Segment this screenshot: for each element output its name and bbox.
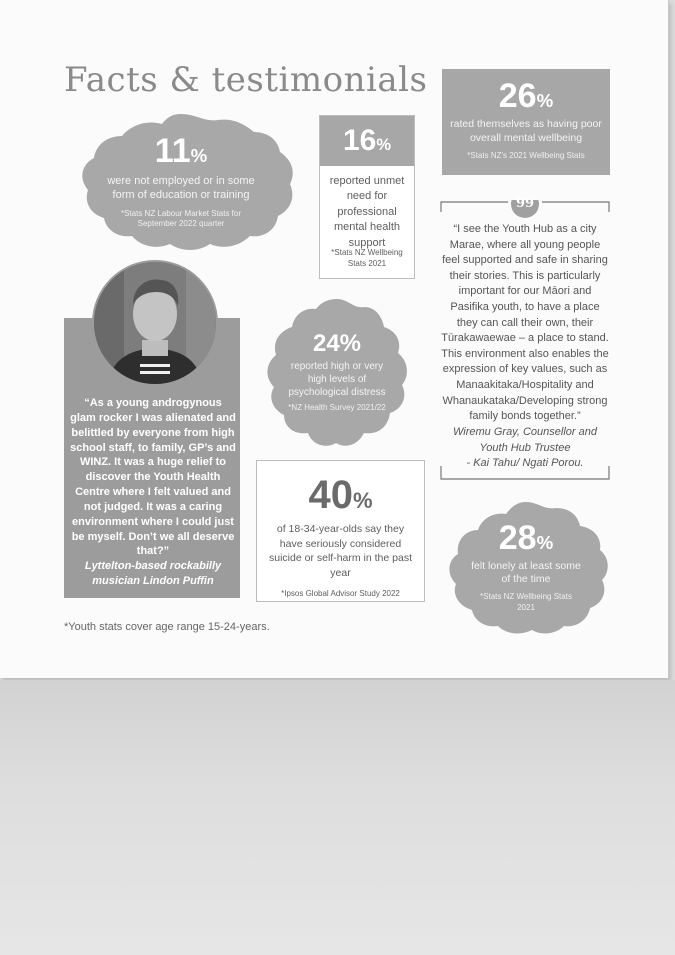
stat-16-number: 16 (342, 124, 377, 157)
stat-16-card (319, 115, 415, 279)
stat-40-pct: % (352, 488, 373, 513)
stat-11-pct: % (190, 144, 208, 166)
stat-26-card (442, 69, 610, 175)
stat-24-text: reported high or very high levels of psychological distress (288, 361, 386, 399)
stat-16-pct: % (376, 136, 392, 154)
stat-40-text: of 18-34-year-olds say they have seriously considered suicide or self-harm in the past year (269, 523, 412, 580)
portrait-photo (92, 260, 218, 386)
testimonial-right-iwi: - Kai Tahu/ Ngati Porou. (466, 457, 584, 470)
stat-26-source: *Stats NZ's 2021 Wellbeing Stats (467, 151, 585, 161)
scan-background (0, 680, 675, 955)
stat-11-number: 11 (154, 131, 191, 170)
testimonial-left-attribution: Lyttelton-based rockabilly musician Lindon Puffin (84, 560, 222, 588)
stat-11-source: *Stats NZ Labour Market Stats for September 2022 quarter (120, 208, 242, 229)
stat-11-text: were not employed or in some form of education or training (107, 174, 255, 202)
stat-16-header (320, 116, 414, 166)
stat-40-card (256, 460, 425, 602)
stat-24-badge (262, 295, 412, 451)
stat-28-text: felt lonely at least some of the time (471, 559, 581, 586)
stat-28-badge (440, 498, 612, 636)
stat-16-source: *Stats NZ Wellbeing Stats 2021 (331, 248, 403, 268)
quote-mark-icon: 99 (515, 196, 535, 211)
stat-40-number: 40 (308, 473, 353, 517)
stat-28-number: 28 (498, 518, 537, 557)
stat-28-source: *Stats NZ Wellbeing Stats 2021 (480, 591, 572, 612)
testimonial-right-body: “I see the Youth Hub as a city Marae, where all young people feel supported and safe in sharing their stories. This is particularly important for our Māori and Pasifika youth, to have a place they can call their own, their Tūrakawaewae – a place to stand. This environment also enables the expression of key values, such as Manaakitaka/Hospitality and Whanaukataka/Developing strong family bonds together.” (441, 223, 609, 423)
stat-24-source: *NZ Health Survey 2021/22 (288, 403, 386, 413)
stat-26-number: 26 (498, 77, 537, 115)
stat-26-pct: % (536, 90, 554, 111)
stat-16-text: reported unmet need for professional mental health support (329, 175, 405, 249)
testimonial-right-attribution: Wiremu Gray, Counsellor and Youth Hub Trustee (453, 425, 597, 454)
stat-11-badge (64, 110, 298, 254)
portrait-image (94, 262, 216, 384)
stat-28-pct: % (536, 531, 554, 553)
stat-24-number: 24% (312, 330, 362, 358)
stat-40-source: *Ipsos Global Advisor Study 2022 (281, 588, 400, 598)
testimonial-left-body: “As a young androgynous glam rocker I was alienated and belittled by everyone from high school staff, to family, GP’s and WINZ. It was a huge relief to discover the Youth Health Centre where I felt valued and not judged. It was a caring environment where I could just be myself. Don’t we all deserve that?” (70, 397, 236, 558)
page-title: Facts & testimonials (64, 60, 428, 100)
footnote: *Youth stats cover age range 15-24-years. (64, 621, 270, 633)
stat-26-text: rated themselves as having poor overall mental wellbeing (450, 118, 602, 144)
testimonial-right (440, 196, 610, 480)
